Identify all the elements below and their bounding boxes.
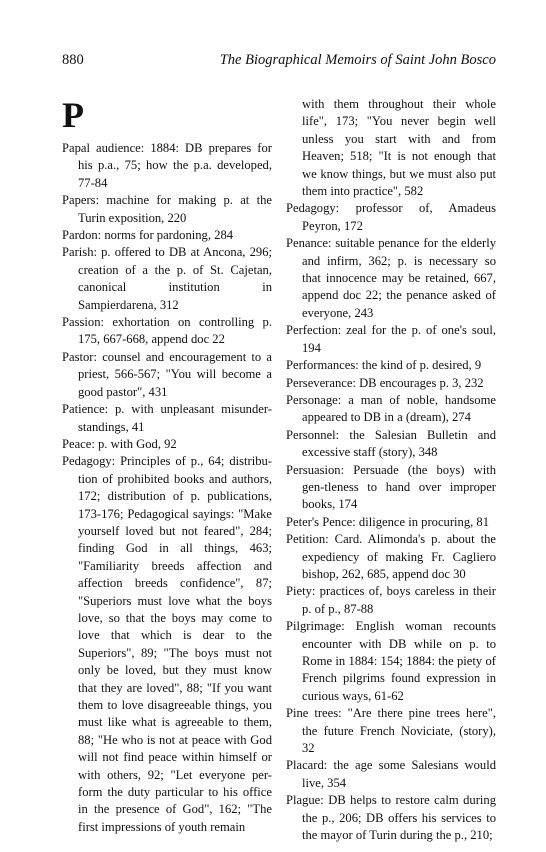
index-right-column bbox=[286, 96, 496, 844]
index-entry: Persuasion: Persuade (the boys) with gen-tleness to hand over improper books, 174 bbox=[286, 462, 496, 512]
right-entries bbox=[286, 200, 496, 844]
section-letter: P bbox=[62, 95, 84, 135]
index-entry: Papal audience: 1884: DB prepares for his p.a., 75; how the p.a. developed, 77-84 bbox=[62, 141, 272, 190]
index-entry: Perseverance: DB encourages p. 3, 232 bbox=[286, 375, 484, 390]
index-entry: Pardon: norms for pardoning, 284 bbox=[62, 228, 234, 243]
index-entry: Penance: suitable penance for the elderly and infirm, 362; p. is necessary so that innocence may be retained, 667, append doc 22; the penance asked of everyone, 243 bbox=[286, 236, 496, 320]
index-entry: Performances: the kind of p. desired, 9 bbox=[286, 358, 482, 373]
index-entry: Pine trees: "Are there pine trees here", the future French Noviciate, (story), 32 bbox=[286, 706, 496, 756]
index-entry: Petition: Card. Alimonda's p. about the expediency of making Fr. Cagliero bishop, 262, 685, append doc 30 bbox=[286, 532, 496, 581]
index-entry: Peace: p. with God, 92 bbox=[62, 436, 177, 451]
index-left-column bbox=[62, 96, 272, 836]
running-title: The Biographical Memoirs of Saint John Bosco bbox=[219, 52, 496, 68]
index-entry: Pilgrimage: English woman recounts encounter with DB while on p. to Rome in 1884: 154; 1884: the piety of French pilgrims found expression in curious ways, 61-62 bbox=[286, 619, 496, 703]
index-entry: Passion: exhortation on controlling p. 175, 667-668, append doc 22 bbox=[62, 315, 272, 347]
index-entry: Plague: DB helps to restore calm during the p., 206; DB offers his services to the mayor of Turin during the p., 210; bbox=[286, 793, 496, 843]
page-number: 880 bbox=[62, 52, 84, 68]
index-entry: Papers: machine for making p. at the Turin exposition, 220 bbox=[62, 193, 272, 225]
index-entry: Perfection: zeal for the p. of one's soul, 194 bbox=[286, 323, 496, 355]
index-entry: Personnel: the Salesian Bulletin and excessive staff (story), 348 bbox=[286, 427, 496, 460]
index-entry: Piety: practices of, boys careless in their p. of p., 87-88 bbox=[286, 584, 496, 616]
index-entry: Patience: p. with unpleasant misunder-standings, 41 bbox=[62, 402, 272, 434]
index-entry: Peter's Pence: diligence in procuring, 81 bbox=[286, 514, 490, 529]
continued-entry: with them throughout their whole life", 173; "You never begin well unless you start with and from Heaven; 518; "It is not enough that we know things, but we must also put them into practice", 582 bbox=[302, 97, 496, 199]
index-entry: Pedagogy: Principles of p., 64; distribu-tion of prohibited books and authors, 172; distribution of p. publications, 173-176; Pedagogical sayings: "Make yourself loved but not feared", 284; finding God in all things, 463; "Familiarity breeds affection and affection breeds confidence", 87; "Superiors must love what the boys love, so that the boys may come to love that which is dear to the Superiors", 89; "The boys must not only be loved, but they must know that they are loved", 88; "If you want them to love disagreeable things, you must like what is agreeable to them, 88; "He who is not at peace with God will not find peace within himself or with others, 92; "Let everyone per-form the duty particular to his office in the presence of God", 162; "The first impressions of youth remain bbox=[62, 454, 272, 834]
index-entry: Placard: the age some Salesians would live, 354 bbox=[286, 758, 496, 790]
index-entry: Personage: a man of noble, handsome appeared to DB in a (dream), 274 bbox=[286, 392, 496, 425]
index-entry: Pastor: counsel and encouragement to a priest, 566-567; "You will become a good pastor", 431 bbox=[62, 349, 272, 399]
index-entry: Pedagogy: professor of, Amadeus Peyron, 172 bbox=[286, 201, 496, 233]
left-entries bbox=[62, 140, 272, 836]
index-entry: Parish: p. offered to DB at Ancona, 296; creation of a the p. of St. Cajetan, canonical institution in Sampierdarena, 312 bbox=[62, 245, 272, 312]
page-header bbox=[62, 52, 496, 74]
